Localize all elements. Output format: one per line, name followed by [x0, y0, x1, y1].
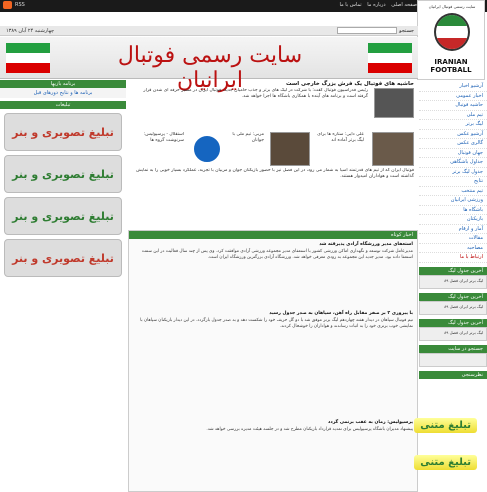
nav-item[interactable]: مقالات: [419, 234, 487, 244]
ads-head: تبلیغات: [0, 101, 126, 109]
schedule-link[interactable]: برنامه ها و نتایج دورهای قبل: [0, 88, 126, 98]
rss-label[interactable]: RSS: [15, 2, 25, 8]
nav-item[interactable]: آرشیو عکس: [419, 130, 487, 140]
banner-title: سایت رسمی فوتبال ایرانیان: [117, 43, 303, 93]
search-input[interactable]: [337, 27, 397, 34]
main-content: [128, 80, 418, 492]
nav-item[interactable]: جهان فوتبال: [419, 149, 487, 159]
short-news-head: اخبار کوتاه: [129, 231, 417, 239]
site-search-input[interactable]: [419, 353, 487, 367]
site-search-head: جستجو در سایت: [419, 345, 487, 353]
banner-ad-text: تبلیغ تصویری و بنر: [12, 167, 114, 181]
nav-item[interactable]: جداول باشگاهی: [419, 158, 487, 168]
poll-head: نظرسنجی: [419, 371, 487, 379]
right-box-body[interactable]: لیگ برتر ایران فصل ۸۹: [419, 327, 487, 341]
banner-ad[interactable]: [4, 239, 122, 277]
right-box-head: آخرین جدول لیگ: [419, 293, 487, 301]
football-emblem-icon: [434, 13, 470, 51]
logo-name-line2: FOOTBALL: [430, 66, 472, 74]
nav-item[interactable]: گالری عکس: [419, 139, 487, 149]
right-box-head: آخرین جدول لیگ: [419, 267, 487, 275]
middle-news-text: فوتبال ایران که از تیم های قدرتمند آسیا به شمار می رود، در این فصل نیز با حضور بازیکنان جوان و مربیان با تجربه، عملکرد بسیار خوبی را به نمایش گذاشته است و هواداران امیدوار هستند.: [136, 168, 414, 179]
nav-item[interactable]: اخبار عمومی: [419, 92, 487, 102]
main-nav: [419, 82, 487, 263]
nav-item[interactable]: ارتباط با ما: [419, 253, 487, 263]
news-photo[interactable]: [372, 132, 414, 166]
banner-ad-text: تبلیغ تصویری و بنر: [12, 251, 114, 265]
banner-ad[interactable]: [4, 197, 122, 235]
top-bar-left: [3, 1, 25, 9]
news-item-title[interactable]: پرسپولیس: زمان به عقب برنمی گردد: [327, 420, 413, 425]
short-news-block: [128, 230, 418, 492]
iran-flag-right-icon: [368, 43, 412, 73]
top-news-text: رئیس فدراسیون فوتبال گفت: با شرکت در لیگ های برتر و جذب حامیان جدید، فوتبال ایران در مسیر حرفه ای شدن قرار گرفته است و برنامه های آینده با همکاری باشگاه ها اجرا خواهد شد.: [143, 88, 368, 99]
right-box-head: آخرین جدول لیگ: [419, 319, 487, 327]
current-date: چهارشنبه ۲۴ آبان ۱۳۸۹: [6, 28, 55, 34]
banner-ad-text: تبلیغ تصویری و بنر: [12, 125, 114, 139]
nav-item[interactable]: نتایج: [419, 177, 487, 187]
nav-item[interactable]: ورزشی ایرانیان: [419, 196, 487, 206]
logo-name: [418, 58, 484, 74]
news-caption[interactable]: مربی: تیم ملی با جوانان: [232, 132, 264, 143]
iran-flag-left-icon: [6, 43, 50, 73]
site-logo[interactable]: [417, 0, 485, 80]
schedule-head: برنامه بازیها: [0, 80, 126, 88]
banner-ad[interactable]: [4, 113, 122, 151]
news-caption[interactable]: علی دایی: ستاره ها برای لیگ برتر آماده اند: [317, 132, 364, 143]
left-sidebar: [0, 80, 126, 492]
top-link-about[interactable]: درباره ما: [367, 2, 386, 8]
search-box: [337, 27, 414, 34]
nav-item[interactable]: تیم منتخب: [419, 187, 487, 197]
search-label: جستجو: [399, 27, 414, 34]
search-bar: [0, 26, 418, 36]
news-caption[interactable]: استقلال - پرسپولیس: سرنوشت گروه ها: [143, 132, 184, 143]
news-item-title[interactable]: استعفای مدیر ورزشگاه آزادی پذیرفته شد: [319, 242, 413, 247]
logo-name-line1: IRANIAN: [434, 58, 468, 66]
rss-icon[interactable]: [3, 1, 12, 9]
top-links: [335, 2, 417, 8]
text-ad[interactable]: تبلیغ متنی: [414, 455, 477, 470]
nav-item[interactable]: لیگ برتر: [419, 120, 487, 130]
nav-item[interactable]: جدول لیگ برتر: [419, 168, 487, 178]
news-item-text: مدیرعامل شرکت توسعه و نگهداری اماکن ورزشی کشور با استعفای مدیر مجموعه ورزشی آزادی موافقت کرد. وی پس از چند سال فعالیت در این سمت استعفا داده بود. مدیر جدید این مجموعه به زودی معرفی خواهد شد. ورزشگاه آزادی بزرگترین ورزشگاه ایران است.: [141, 249, 413, 260]
news-item-text: پیشنهاد مدیران باشگاه پرسپولیس برای تمدید قرارداد بازیکنان مطرح شد و در جلسه هیئت مدیره بررسی خواهد شد.: [206, 427, 413, 432]
right-box-body[interactable]: لیگ برتر ایران فصل ۸۹: [419, 301, 487, 315]
text-ad[interactable]: تبلیغ متنی: [414, 418, 477, 433]
nav-item[interactable]: باشگاه ها: [419, 206, 487, 216]
banner-ad[interactable]: [4, 155, 122, 193]
top-news-title[interactable]: حاشیه های فوتبال یک فرش بزرگ خارجی است: [286, 81, 414, 87]
nav-item[interactable]: مصاحبه: [419, 244, 487, 254]
news-item-title[interactable]: با پیروزی ۲ بر صفر مقابل راه آهن، سپاهان به صدر جدول رسید: [269, 311, 413, 316]
right-box-body[interactable]: لیگ برتر ایران فصل ۸۹: [419, 275, 487, 289]
nav-item[interactable]: آرشیو اخبار: [419, 82, 487, 92]
nav-item[interactable]: بازیکنان: [419, 215, 487, 225]
esteghlal-logo-icon: [192, 134, 222, 164]
top-link-home[interactable]: صفحه اصلی: [391, 2, 417, 8]
news-item-text: تیم فوتبال سپاهان در دیدار هفته چهاردهم لیگ برتر موفق شد با دو گل حریف خود را شکست دهد و به صدر جدول بازگردد. در این دیدار بازیکنان سپاهان با نمایشی خوب برتری خود را به اثبات رساندند و هواداران را خوشحال کردند.: [140, 318, 413, 329]
banner-ad-text: تبلیغ تصویری و بنر: [12, 209, 114, 223]
nav-item[interactable]: تیم ملی: [419, 111, 487, 121]
top-bar: [0, 0, 487, 12]
nav-item[interactable]: حاشیه فوتبال: [419, 101, 487, 111]
nav-item[interactable]: آمار و ارقام: [419, 225, 487, 235]
top-link-contact[interactable]: تماس با ما: [339, 2, 362, 8]
news-photo[interactable]: [270, 132, 310, 166]
logo-arc-text: سایت رسمی فوتبال ایرانیان: [428, 4, 476, 9]
news-photo[interactable]: [374, 88, 414, 118]
